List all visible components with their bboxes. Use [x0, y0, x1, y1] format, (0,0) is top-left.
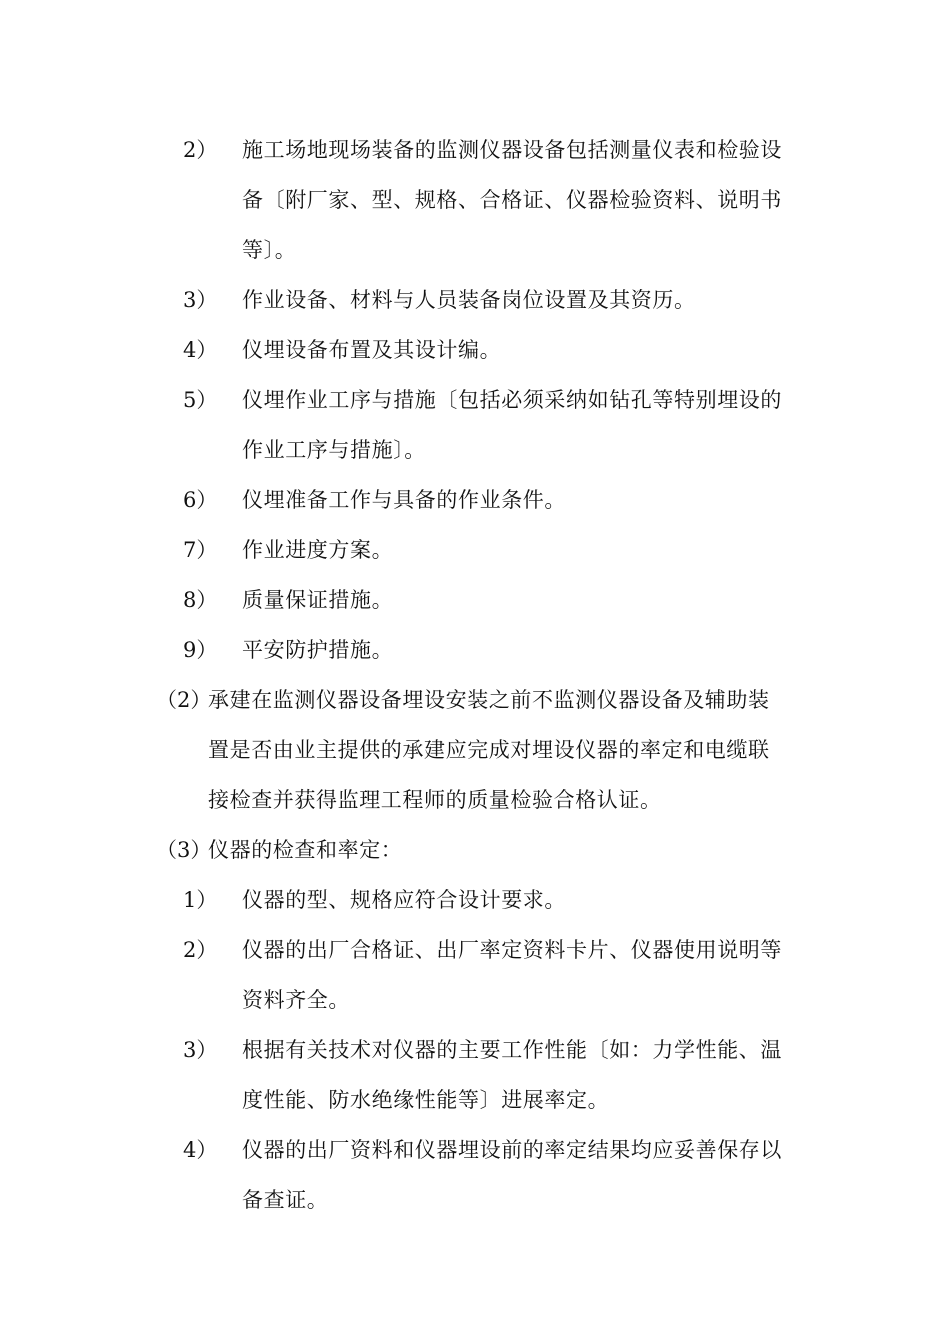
- item-text-line: 备查证。: [242, 1188, 329, 1212]
- item-text-line: 作业进度方案。: [242, 538, 394, 562]
- item-marker: 7）: [183, 538, 218, 562]
- item-marker: 3）: [183, 288, 218, 312]
- item-text-line: 仪器的出厂资料和仪器埋设前的率定结果均应妥善保存以: [242, 1138, 782, 1162]
- item-marker: 2）: [183, 138, 218, 162]
- item-text-line: 仪埋准备工作与具备的作业条件。: [242, 488, 566, 512]
- item-marker: 1）: [183, 888, 218, 912]
- item-text-line: 平安防护措施。: [242, 638, 394, 662]
- item-text-line: 等〕。: [242, 238, 297, 262]
- section-text-line: 仪器的检查和率定：: [208, 838, 403, 862]
- item-text-line: 资料齐全。: [242, 988, 350, 1012]
- item-text-line: 质量保证措施。: [242, 588, 394, 612]
- item-text-line: 度性能、防水绝缘性能等〕进展率定。: [242, 1088, 610, 1112]
- item-text-line: 施工场地现场装备的监测仪器设备包括测量仪表和检验设: [242, 138, 782, 162]
- item-text-line: 作业设备、材料与人员装备岗位设置及其资历。: [242, 288, 696, 312]
- item-marker: 2）: [183, 938, 218, 962]
- section-marker: （3）: [156, 838, 212, 862]
- item-marker: 3）: [183, 1038, 218, 1062]
- item-marker: 5）: [183, 388, 218, 412]
- item-text-line: 仪器的出厂合格证、出厂率定资料卡片、仪器使用说明等: [242, 938, 782, 962]
- item-marker: 6）: [183, 488, 218, 512]
- item-marker: 4）: [183, 338, 218, 362]
- item-text-line: 备〔附厂家、型、规格、合格证、仪器检验资料、说明书: [242, 188, 782, 212]
- item-text-line: 仪埋作业工序与措施〔包括必须采纳如钻孔等特别埋设的: [242, 388, 782, 412]
- item-marker: 8）: [183, 588, 218, 612]
- section-marker: （2）: [156, 688, 212, 712]
- item-text-line: 仪器的型、规格应符合设计要求。: [242, 888, 566, 912]
- item-text-line: 作业工序与措施〕。: [242, 438, 426, 462]
- item-text-line: 根据有关技术对仪器的主要工作性能〔如：力学性能、温: [242, 1038, 782, 1062]
- item-marker: 9）: [183, 638, 218, 662]
- item-text-line: 仪埋设备布置及其设计编。: [242, 338, 502, 362]
- section-text-line: 接检查并获得监理工程师的质量检验合格认证。: [208, 788, 662, 812]
- item-marker: 4）: [183, 1138, 218, 1162]
- section-text-line: 承建在监测仪器设备埋设安装之前不监测仪器设备及辅助装: [208, 688, 770, 712]
- section-text-line: 置是否由业主提供的承建应完成对埋设仪器的率定和电缆联: [208, 738, 770, 762]
